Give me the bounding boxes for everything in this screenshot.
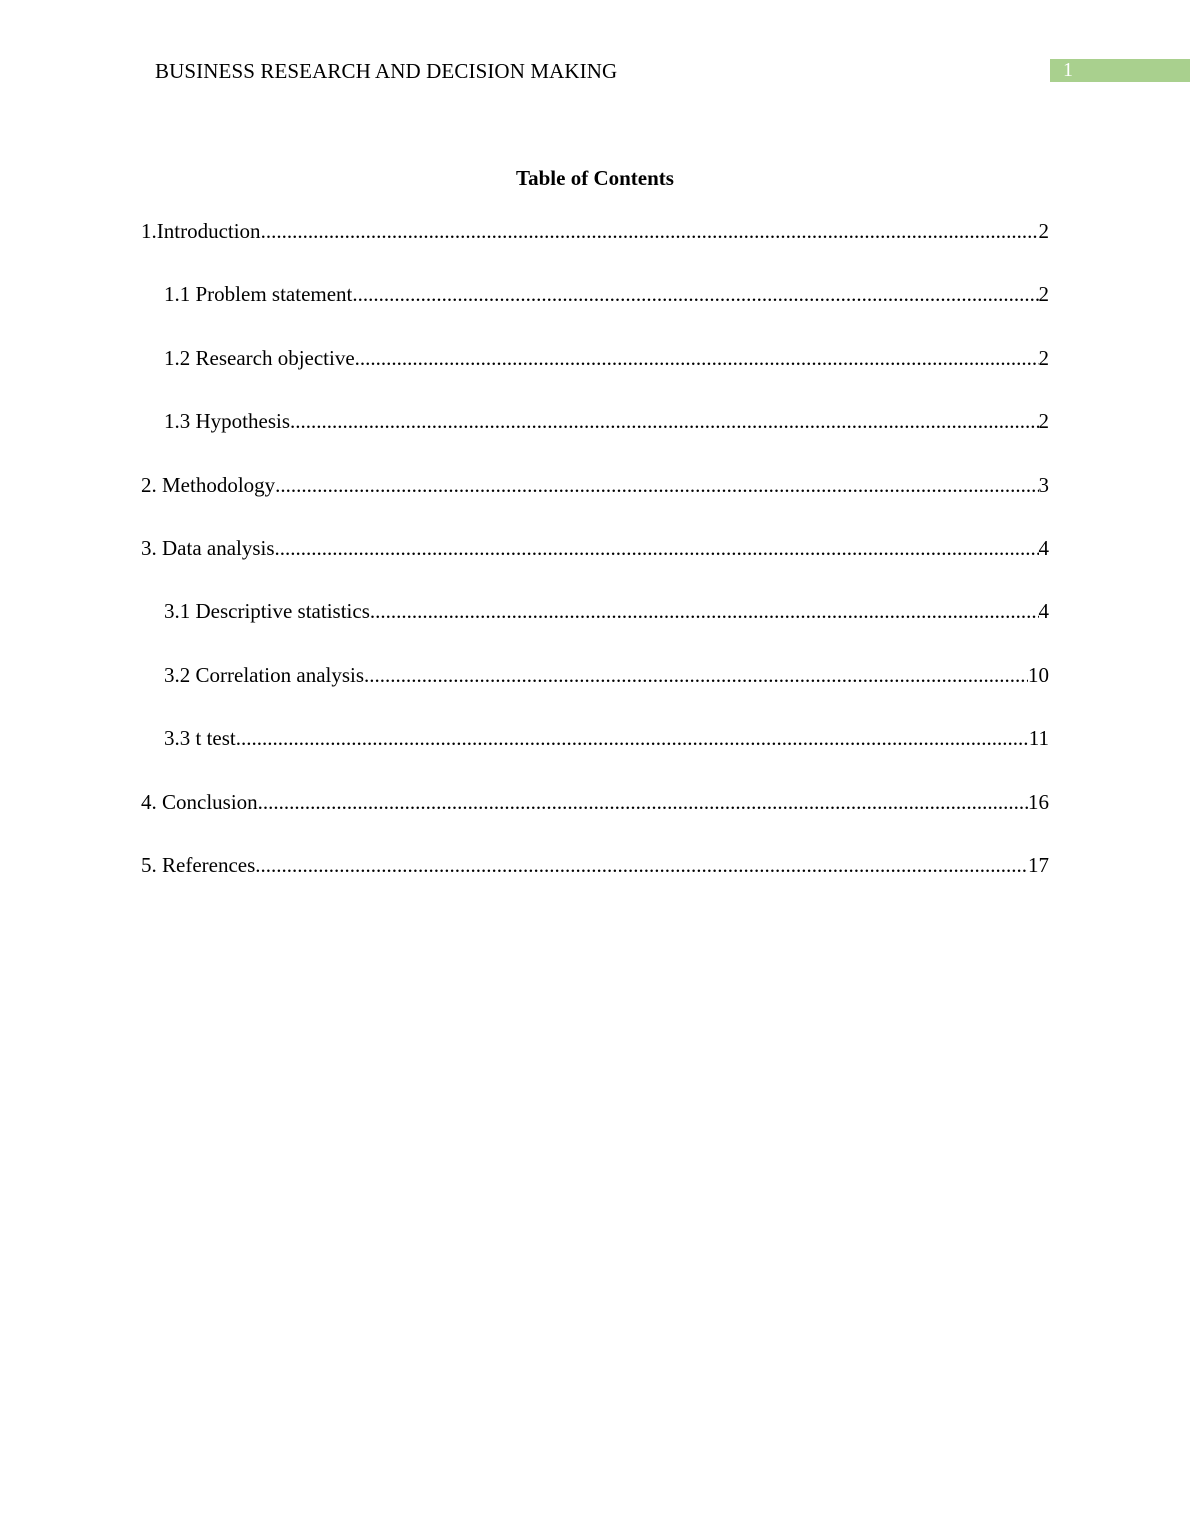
toc-entry-t-test[interactable] xyxy=(141,723,1049,786)
toc-entry-page[interactable]: 16 xyxy=(1028,789,1049,814)
toc-entry-page[interactable]: 2 xyxy=(1038,282,1049,307)
toc-entry-page[interactable]: 4 xyxy=(1038,535,1049,560)
dot-leader xyxy=(355,343,1039,373)
toc-entry-page[interactable]: 11 xyxy=(1028,726,1049,751)
toc-entry-label[interactable]: 1.2 Research objective xyxy=(164,345,355,370)
toc-entry-references[interactable] xyxy=(141,850,1049,913)
toc-entry-conclusion[interactable] xyxy=(141,787,1049,850)
dot-leader xyxy=(370,596,1039,626)
toc-entry-label[interactable]: 1.Introduction xyxy=(141,219,261,243)
toc-entry-label[interactable]: 1.1 Problem statement xyxy=(164,282,353,307)
toc-entry-label[interactable]: 1.3 Hypothesis xyxy=(164,409,290,434)
toc-entry-label[interactable]: 4. Conclusion xyxy=(141,789,258,814)
toc-entry-page[interactable]: 2 xyxy=(1038,409,1049,434)
table-of-contents xyxy=(141,216,1049,913)
dot-leader xyxy=(275,470,1038,500)
toc-entry-correlation-analysis[interactable] xyxy=(141,660,1049,723)
dot-leader xyxy=(364,660,1028,690)
toc-entry-introduction[interactable] xyxy=(141,216,1049,279)
toc-entry-hypothesis[interactable] xyxy=(141,406,1049,469)
toc-entry-label[interactable]: 5. References xyxy=(141,852,256,877)
toc-entry-descriptive-statistics[interactable] xyxy=(141,596,1049,659)
toc-entry-page[interactable]: 10 xyxy=(1028,662,1049,687)
toc-entry-data-analysis[interactable] xyxy=(141,533,1049,596)
toc-entry-label[interactable]: 3.1 Descriptive statistics xyxy=(164,599,370,624)
toc-entry-research-objective[interactable] xyxy=(141,343,1049,406)
dot-leader xyxy=(236,723,1029,753)
toc-entry-problem-statement[interactable] xyxy=(141,279,1049,342)
toc-entry-label[interactable]: 2. Methodology xyxy=(141,472,276,497)
toc-entry-page[interactable]: 3 xyxy=(1038,472,1049,497)
toc-entry-label[interactable]: 3.3 t test xyxy=(164,726,236,751)
dot-leader xyxy=(258,787,1028,817)
dot-leader xyxy=(261,216,1039,246)
toc-heading: Table of Contents xyxy=(516,166,674,190)
toc-entry-label[interactable]: 3. Data analysis xyxy=(141,535,275,560)
dot-leader xyxy=(290,406,1039,436)
toc-entry-page[interactable]: 2 xyxy=(1038,345,1049,370)
dot-leader xyxy=(352,279,1038,309)
toc-entry-page[interactable]: 2 xyxy=(1038,219,1049,243)
dot-leader xyxy=(275,533,1039,563)
toc-entry-methodology[interactable] xyxy=(141,470,1049,533)
running-header-title: BUSINESS RESEARCH AND DECISION MAKING xyxy=(155,59,618,83)
toc-entry-page[interactable]: 4 xyxy=(1038,599,1049,624)
toc-entry-page[interactable]: 17 xyxy=(1028,852,1049,877)
page-number-badge: 1 xyxy=(1050,59,1190,82)
dot-leader xyxy=(255,850,1028,880)
toc-entry-label[interactable]: 3.2 Correlation analysis xyxy=(164,662,365,687)
